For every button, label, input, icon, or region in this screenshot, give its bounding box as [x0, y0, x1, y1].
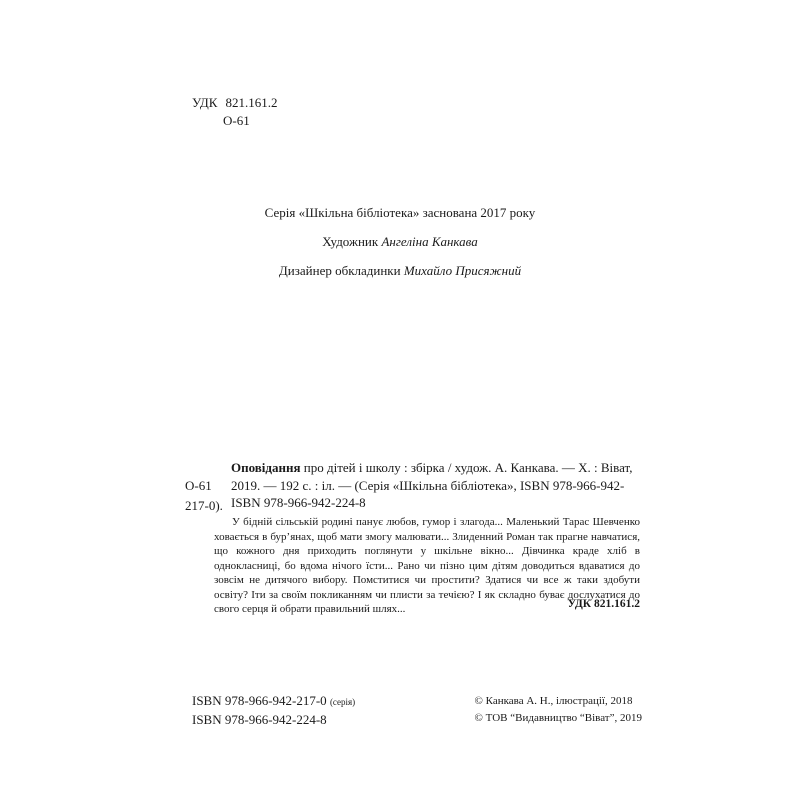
artist-credit	[0, 234, 800, 250]
designer-name: Михайло Присяжний	[403, 263, 522, 278]
udk-classification	[192, 94, 277, 112]
book-isbn: ISBN 978-966-942-224-8	[192, 712, 327, 727]
udk-label: УДК	[192, 95, 218, 110]
series-note: Серія «Шкільна бібліотека» заснована 2017 року	[264, 205, 536, 220]
copyright-publisher: © ТОВ “Видавництво “Віват”, 2019	[474, 712, 642, 724]
copyright-illustrations: © Канкава А. Н., ілюстрації, 2018	[474, 695, 633, 707]
designer-credit	[0, 263, 800, 279]
bibliographic-line1: про дітей і школу : збірка / худож. А. Канкава. — Х. : Віват,	[300, 460, 633, 475]
bibliographic-isbn: ISBN 978-966-942-224-8	[231, 495, 366, 510]
book-title: Оповідання	[231, 460, 301, 475]
annotation-text: У бідній сільській родині панує любов, гумор і злагода... Маленький Тарас Шевченко ховається в бур’янах, щоб мати змогу малювати... Злиденний Роман так прагне навчатися, що кожного дня приходить поглянути у шкільне вікно... Дівчинка краде хліб в однокласниці, бо вдома нічого їсти... Рано чи пізно цим дітям доводиться вдаватися до зовсім не дитячого вибору. Помститися чи простити? Здатися чи все ж таки здобути освіту? Іти за своїм покликанням чи плисти за течією? І як складно буває дослухатися до свого серця й обрати правильний шлях...	[214, 516, 640, 615]
bibliographic-title-line	[185, 458, 640, 478]
series-isbn: ISBN 978-966-942-217-0	[192, 693, 327, 708]
udk-code: 821.161.2	[225, 95, 278, 110]
bibliographic-line2: 2019. — 192 с. : іл. — (Серія «Шкільна бібліотека», ISBN 978-966-942-217-0).	[185, 478, 625, 513]
author-mark: О-61	[223, 113, 250, 128]
isbn-block	[192, 692, 355, 728]
bibliographic-author-mark: О-61	[185, 478, 212, 493]
udk-header	[192, 94, 277, 130]
designer-label: Дизайнер обкладинки	[278, 263, 401, 278]
udk-footer-code: УДК 821.161.2	[567, 598, 640, 610]
artist-name: Ангеліна Канкава	[381, 234, 478, 249]
series-isbn-note: (серія)	[329, 697, 356, 707]
copyright-block	[475, 693, 642, 727]
series-isbn-row	[192, 692, 355, 711]
artist-label: Художник	[322, 234, 379, 249]
